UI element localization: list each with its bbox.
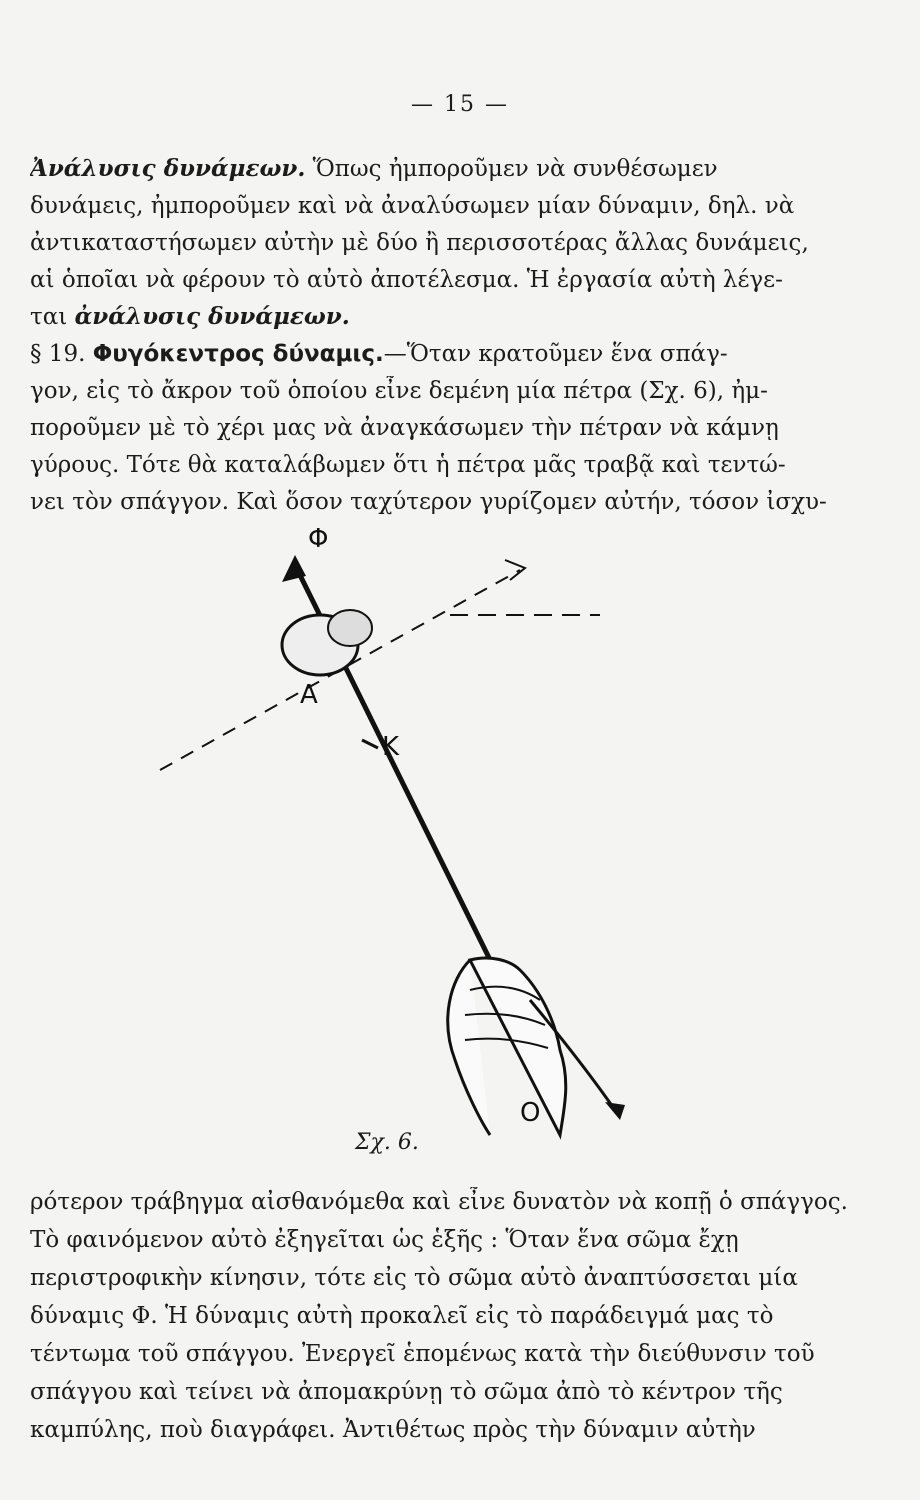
section-number: § 19.: [30, 341, 86, 367]
text-line: αἱ ὁποῖαι νὰ φέρουν τὸ αὐτὸ ἀποτέλεσμα. Ἡ ἐργασία αὐτὴ λέγε-: [30, 267, 783, 293]
text-line: γον, εἰς τὸ ἄκρον τοῦ ὁποίου εἶνε δεμένη μία πέτρα (Σχ. 6), ἠμ-: [30, 378, 768, 404]
stone-piece: [328, 610, 372, 646]
text-line: Τὸ φαινόμενον αὐτὸ ἐξηγεῖται ὡς ἑξῆς : Ὅταν ἕνα σῶμα ἔχῃ: [30, 1227, 739, 1253]
text-line: σπάγγου καὶ τείνει νὰ ἀπομακρύνῃ τὸ σῶμα ἀπὸ τὸ κέντρον τῆς: [30, 1379, 783, 1405]
text-line: περιστροφικὴν κίνησιν, τότε εἰς τὸ σῶμα αὐτὸ ἀναπτύσσεται μία: [30, 1265, 798, 1291]
hand: [448, 958, 566, 1135]
label-phi: Φ: [308, 524, 329, 554]
text-line: ποροῦμεν μὲ τὸ χέρι μας νὰ ἀναγκάσωμεν τὴν πέτραν νὰ κάμνῃ: [30, 415, 779, 441]
text-line: ρότερον τράβηγμα αἰσθανόμεθα καὶ εἶνε δυνατὸν νὰ κοπῇ ὁ σπάγγος.: [30, 1189, 848, 1215]
term-analysis: ἀνάλυσις δυνάμεων.: [74, 303, 350, 330]
text-line: γύρους. Τότε θὰ καταλάβωμεν ὅτι ἡ πέτρα μᾶς τραβᾷ καὶ τεντώ-: [30, 452, 786, 478]
text-line: ἀντικαταστήσωμεν αὐτὴν μὲ δύο ἢ περισσοτέρας ἄλλας δυνάμεις,: [30, 230, 809, 256]
text-line: δυνάμεις, ἠμποροῦμεν καὶ νὰ ἀναλύσωμεν μίαν δύναμιν, δηλ. νὰ: [30, 193, 795, 219]
tail-arrowhead: [605, 1102, 625, 1120]
figure-caption: Σχ. 6.: [355, 1130, 419, 1155]
label-a: A: [300, 680, 318, 710]
text-line: [30, 154, 890, 184]
text-line: καμπύλης, ποὺ διαγράφει. Ἀντιθέτως πρὸς τὴν δύναμιν αὐτὴν: [30, 1417, 756, 1443]
text-line: [30, 302, 890, 332]
section-heading-centrifugal: Φυγόκεντρος δύναμις.: [92, 341, 384, 367]
k-mark: [362, 740, 378, 748]
label-o: O: [520, 1098, 541, 1128]
section-heading-analysis: Ἀνάλυσις δυνάμεων.: [30, 155, 306, 182]
page-number: — 15 —: [411, 92, 509, 117]
text-span: —Ὅταν κρατοῦμεν ἕνα σπάγ-: [383, 341, 728, 367]
figure-6: [120, 520, 680, 1140]
text-span: Ὅπως ἠμποροῦμεν νὰ συνθέσωμεν: [305, 156, 718, 182]
text-span: ται: [30, 304, 75, 330]
figure-drawing: [120, 520, 680, 1140]
text-line: νει τὸν σπάγγον. Καὶ ὅσον ταχύτερον γυρίζομεν αὐτήν, τόσον ἰσχυ-: [30, 489, 827, 515]
label-k: K: [382, 732, 400, 762]
text-line: δύναμις Φ. Ἡ δύναμις αὐτὴ προκαλεῖ εἰς τὸ παράδειγμά μας τὸ: [30, 1303, 774, 1329]
text-line: τέντωμα τοῦ σπάγγου. Ἐνεργεῖ ἑπομένως κατὰ τὴν διεύθυνσιν τοῦ: [30, 1341, 815, 1367]
text-line: [30, 339, 890, 369]
